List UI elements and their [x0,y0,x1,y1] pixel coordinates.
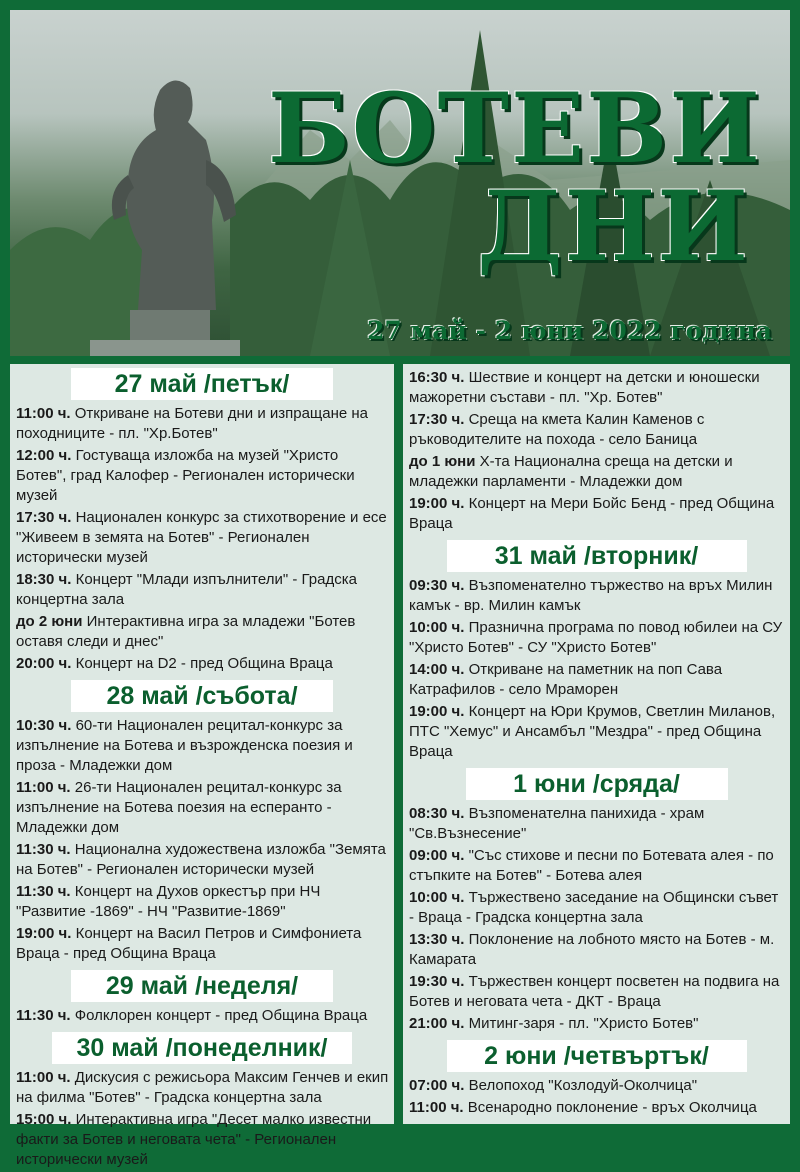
day-heading: 30 май /понеделник/ [52,1032,352,1064]
event-item [403,494,790,536]
event-item [10,654,394,676]
day-heading: 1 юни /сряда/ [466,768,728,800]
event-item [403,1098,790,1120]
event-text: "Със стихове и песни по Ботевата алея - по стъпките на Ботев" - Ботева алея [409,847,774,884]
event-time: 12:00 ч. [16,447,72,464]
day-heading: 29 май /неделя/ [71,970,333,1002]
event-text: Национален конкурс за стихотворение и есе "Живеем в земята на Ботев" - Регионален исторически музей [16,509,387,566]
event-text: Поклонение на лобното място на Ботев - м. Камарата [409,931,775,968]
event-item [10,924,394,966]
event-item [403,452,790,494]
event-item [10,1110,394,1172]
event-time: 20:00 ч. [16,655,72,672]
event-time: 19:00 ч. [409,495,465,512]
schedule-left-column [10,364,394,1168]
event-item [403,410,790,452]
event-text: Концерт "Млади изпълнители" - Градска концертна зала [16,571,357,608]
event-item [403,368,790,410]
day-heading: 28 май /събота/ [71,680,333,712]
event-text: Тържествено заседание на Общински съвет - Враца - Градска концертна зала [409,889,779,926]
event-text: Концерт на Юри Крумов, Светлин Миланов, ПТС "Хемус" и Ансамбъл "Мездра" - пред Община Враца [409,703,776,760]
event-text: Всенародно поклонение - връх Околчица [467,1099,757,1116]
event-text: Откриване на паметник на поп Сава Катрафилов - село Мраморен [409,661,723,698]
header-banner [10,10,790,356]
event-text: Велопоход "Козлодуй-Околчица" [468,1077,698,1094]
event-text: Интерактивна игра "Десет малко известни факти за Ботев и неговата чета" - Регионален исторически музей [16,1111,372,1168]
event-item [403,888,790,930]
event-time: 09:30 ч. [409,577,465,594]
event-item [403,1076,790,1098]
event-item [10,1068,394,1110]
event-text: Концерт на Мери Бойс Бенд - пред Община Враца [409,495,775,532]
event-text: 60-ти Национален рецитал-конкурс за изпълнение на Ботева и възрожденска поезия и проза - Младежки дом [16,717,353,774]
event-text: 26-ти Национален рецитал-конкурс за изпълнение на Ботева поезия на есперанто - Младежки дом [16,779,342,836]
event-time: 11:30 ч. [16,1007,71,1024]
event-item [10,778,394,840]
event-time: 19:00 ч. [16,925,72,942]
event-text: Митинг-заря - пл. "Христо Ботев" [468,1015,699,1032]
event-time: 11:00 ч. [409,1099,464,1116]
event-time: 11:30 ч. [16,883,71,900]
event-text: Фолклорен концерт - пред Община Враца [74,1007,368,1024]
event-time: 07:00 ч. [409,1077,465,1094]
event-item [403,972,790,1014]
event-item [403,930,790,972]
event-time: 11:00 ч. [16,1069,71,1086]
event-text: Концерт на D2 - пред Община Враца [75,655,333,672]
event-item [10,446,394,508]
event-item [10,508,394,570]
event-item [403,804,790,846]
event-item [10,570,394,612]
event-time: 18:30 ч. [16,571,72,588]
event-time: 19:00 ч. [409,703,465,720]
title-line-1: БОТЕВИ [267,72,762,185]
event-item [403,618,790,660]
event-item [403,702,790,764]
event-text: Шествие и концерт на детски и юношески мажоретни състави - пл. "Хр. Ботев" [409,369,760,406]
event-text: Дискусия с режисьора Максим Генчев и екип на филма "Ботев" - Градска концертна зала [16,1069,389,1106]
event-time: 17:30 ч. [409,411,465,428]
event-time: 19:30 ч. [409,973,465,990]
event-item [10,1006,394,1028]
event-text: Тържествен концерт посветен на подвига на Ботев и неговата чета - ДКТ - Враца [409,973,780,1010]
event-time: 10:00 ч. [409,619,465,636]
event-item [403,1014,790,1036]
event-time: до 2 юни [16,613,83,630]
event-text: Възпоменателно тържество на връх Милин камък - вр. Милин камък [409,577,773,614]
event-time: 21:00 ч. [409,1015,465,1032]
event-text: Възпоменателна панихида - храм "Св.Възнесение" [409,805,705,842]
title-line-2: ДНИ [477,170,750,283]
event-time: 08:30 ч. [409,805,465,822]
event-time: 16:30 ч. [409,369,465,386]
event-item [403,660,790,702]
event-time: 13:30 ч. [409,931,465,948]
event-text: Интерактивна игра за младежи "Ботев оставя следи и днес" [16,613,356,650]
event-text: Среща на кмета Калин Каменов с ръководителите на похода - село Баница [409,411,705,448]
event-time: 11:00 ч. [16,405,71,422]
event-text: Х-та Национална среща на детски и младежки парламенти - Младежки дом [409,453,733,490]
day-heading: 31 май /вторник/ [447,540,747,572]
event-text: Гостуваща изложба на музей "Христо Ботев", град Калофер - Регионален исторически музей [16,447,355,504]
event-item [10,840,394,882]
event-time: 09:00 ч. [409,847,465,864]
event-time: до 1 юни [409,453,476,470]
day-heading: 2 юни /четвъртък/ [447,1040,747,1072]
event-item [403,846,790,888]
event-time: 10:00 ч. [409,889,465,906]
event-time: 14:00 ч. [409,661,465,678]
event-item [403,576,790,618]
day-heading: 27 май /петък/ [71,368,333,400]
event-item [10,612,394,654]
event-time: 11:00 ч. [16,779,71,796]
date-range: 27 май - 2 юни 2022 година [367,316,772,345]
event-text: Концерт на Духов оркестър при НЧ "Развитие -1869" - НЧ "Развитие-1869" [16,883,321,920]
event-text: Откриване на Ботеви дни и изпращане на походниците - пл. "Хр.Ботев" [16,405,369,442]
event-time: 17:30 ч. [16,509,72,526]
event-item [10,716,394,778]
event-time: 10:30 ч. [16,717,72,734]
event-text: Празнична програма по повод юбилеи на СУ "Христо Ботев" - СУ "Христо Ботев" [409,619,783,656]
event-time: 15:00 ч. [16,1111,72,1128]
event-item [10,404,394,446]
event-time: 11:30 ч. [16,841,71,858]
schedule-right-column [403,364,790,1124]
event-item [10,882,394,924]
event-text: Национална художествена изложба "Земята на Ботев" - Регионален исторически музей [16,841,386,878]
event-text: Концерт на Васил Петров и Симфониета Враца - пред Община Враца [16,925,362,962]
